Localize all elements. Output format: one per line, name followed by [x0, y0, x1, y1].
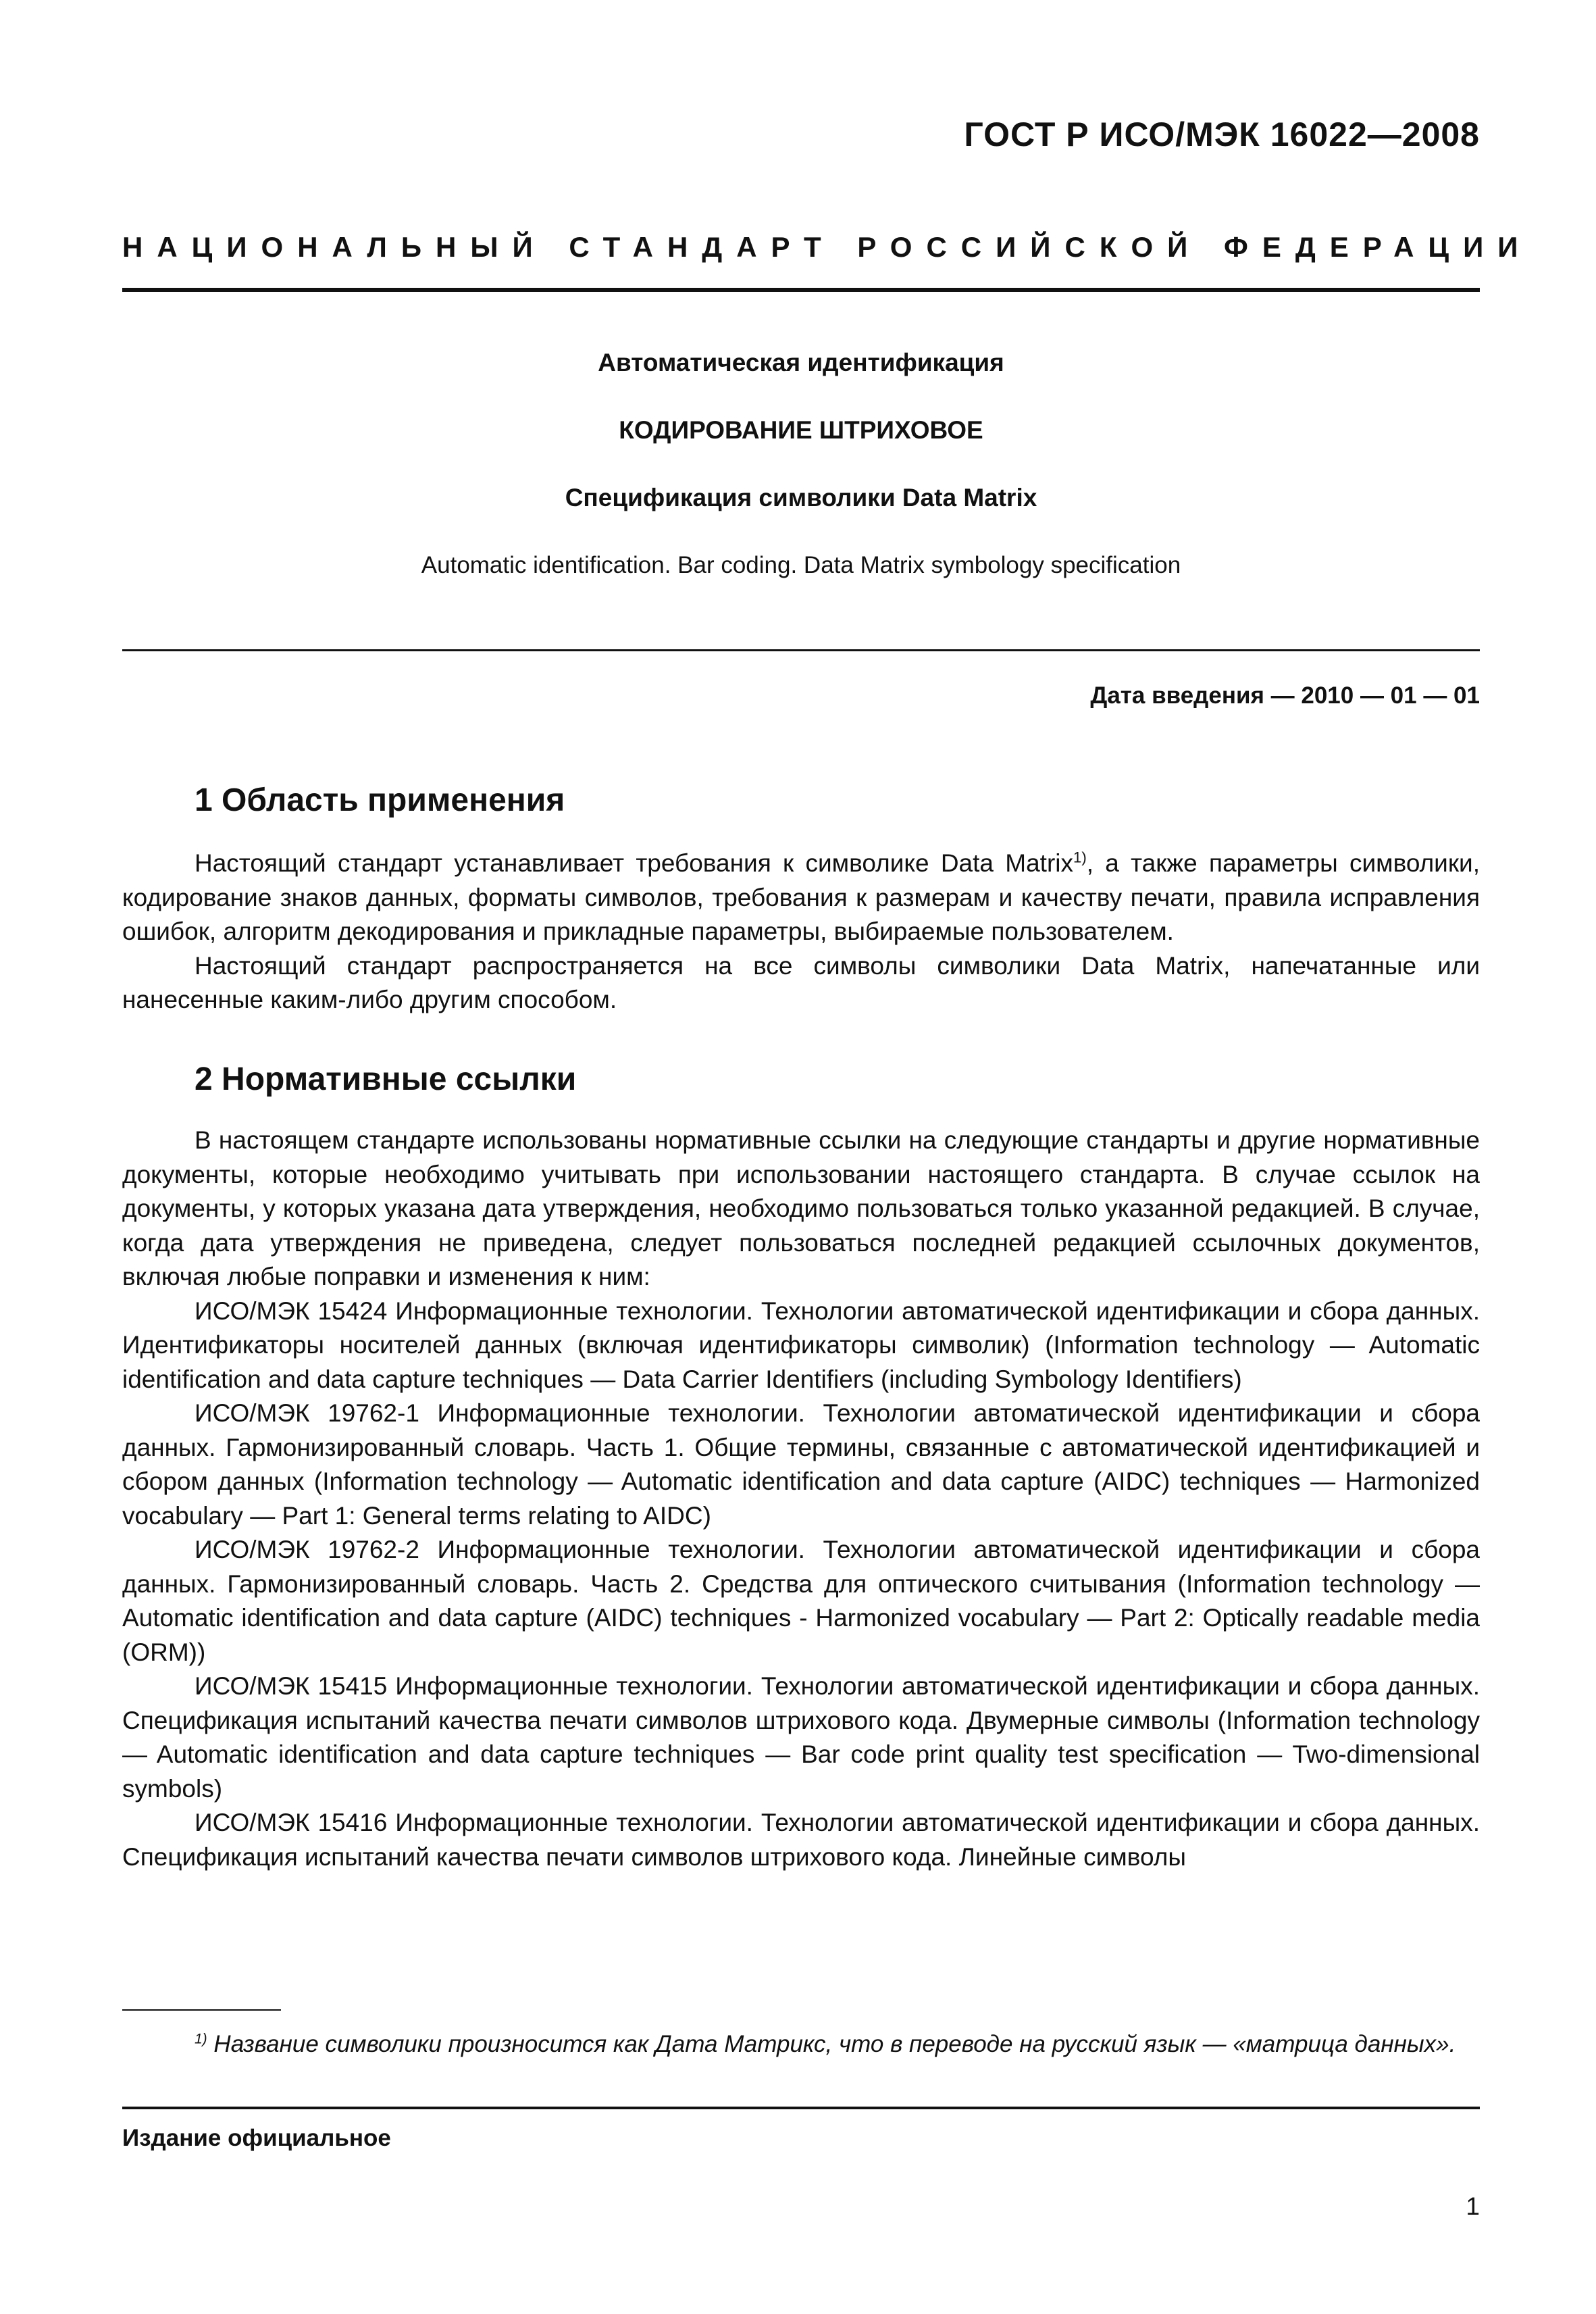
section-scope	[122, 777, 1480, 1017]
section-2-intro: В настоящем стандарте использованы нормативные ссылки на следующие стандарты и другие нормативные документы, которые необходимо учитывать при использовании настоящего стандарта. В случае ссылок на документы, у которых указана дата утверждения, необходимо пользоваться только указанной редакцией. В случае, когда дата утверждения не приведена, следует пользоваться последней редакцией ссылочных документов, включая любые поправки и изменения к ним:	[122, 1126, 1480, 1290]
section-1-paragraph-1-start: Настоящий стандарт устанавливает требования к символике Data Matrix	[195, 849, 1073, 877]
section-normative-references	[122, 1056, 1480, 1874]
footer-divider	[122, 2107, 1480, 2109]
reference-item: ИСО/МЭК 19762-2 Информационные технологии. Технологии автоматической идентификации и сбора данных. Гармонизированный словарь. Часть 2. Средства для оптического считывания (Information technology — Automatic identification and data capture (AIDC) techniques - Harmonized vocabulary — Part 2: Optically readable media (ORM))	[122, 1536, 1480, 1666]
reference-item: ИСО/МЭК 15415 Информационные технологии. Технологии автоматической идентификации и сбора данных. Спецификация испытаний качества печати символов штрихового кода. Двумерные символы (Information technology — Automatic identification and data capture techniques — Bar code print quality test specification — Two-dimensional symbols)	[122, 1672, 1480, 1803]
title-divider	[122, 649, 1480, 651]
introduction-date: Дата введения — 2010 — 01 — 01	[1090, 682, 1480, 709]
reference-item: ИСО/МЭК 15424 Информационные технологии. Технологии автоматической идентификации и сбора данных. Идентификаторы носителей данных (включая идентификаторы символик) (Information technology — Automatic identification and data capture techniques — Data Carrier Identifiers (including Symbology Identifiers)	[122, 1297, 1480, 1393]
title-block	[122, 346, 1480, 582]
official-edition-label: Издание официальное	[122, 2125, 391, 2151]
title-line-2: КОДИРОВАНИЕ ШТРИХОВОЕ	[619, 416, 983, 444]
document-code: ГОСТ Р ИСО/МЭК 16022—2008	[964, 116, 1480, 153]
title-line-3: Спецификация символики Data Matrix	[565, 484, 1037, 511]
document-page	[122, 0, 1533, 2314]
footnote-reference: 1)	[1073, 849, 1087, 866]
section-1-paragraph-2: Настоящий стандарт распространяется на все символы символики Data Matrix, напечатанные или нанесенные каким-либо другим способом.	[122, 951, 1480, 1013]
national-standard-banner: НАЦИОНАЛЬНЫЙ СТАНДАРТ РОССИЙСКОЙ ФЕДЕРАЦИИ	[122, 231, 1533, 263]
section-1-paragraph-1-end: , а также параметры символики, кодирование знаков данных, форматы символов, требования к размерам и качеству печати, правила исправления ошибок, алгоритм декодирования и прикладные параметры, выбираемые пользователем.	[122, 849, 1480, 945]
header-divider	[122, 288, 1480, 292]
footnote-marker: 1)	[195, 2031, 207, 2047]
footnote-divider	[122, 2009, 281, 2011]
footnote	[122, 2028, 1480, 2061]
reference-item: ИСО/МЭК 15416 Информационные технологии. Технологии автоматической идентификации и сбора данных. Спецификация испытаний качества печати символов штрихового кода. Линейные символы	[122, 1809, 1480, 1871]
section-1-heading: 1 Область применения	[195, 782, 565, 818]
page-number: 1	[1466, 2192, 1480, 2220]
reference-item: ИСО/МЭК 19762-1 Информационные технологии. Технологии автоматической идентификации и сбора данных. Гармонизированный словарь. Часть 1. Общие термины, связанные с автоматической идентификацией и сбором данных (Information technology — Automatic identification and data capture (AIDC) techniques — Harmonized vocabulary — Part 1: General terms relating to AIDC)	[122, 1399, 1480, 1530]
section-1-paragraph-1	[122, 847, 1480, 949]
title-line-1: Автоматическая идентификация	[598, 349, 1004, 376]
title-english: Automatic identification. Bar coding. Data Matrix symbology specification	[421, 552, 1181, 578]
section-2-heading: 2 Нормативные ссылки	[195, 1061, 577, 1097]
footnote-text: Название символики произносится как Дата Матрикс, что в переводе на русский язык — «матрица данных».	[207, 2031, 1456, 2057]
